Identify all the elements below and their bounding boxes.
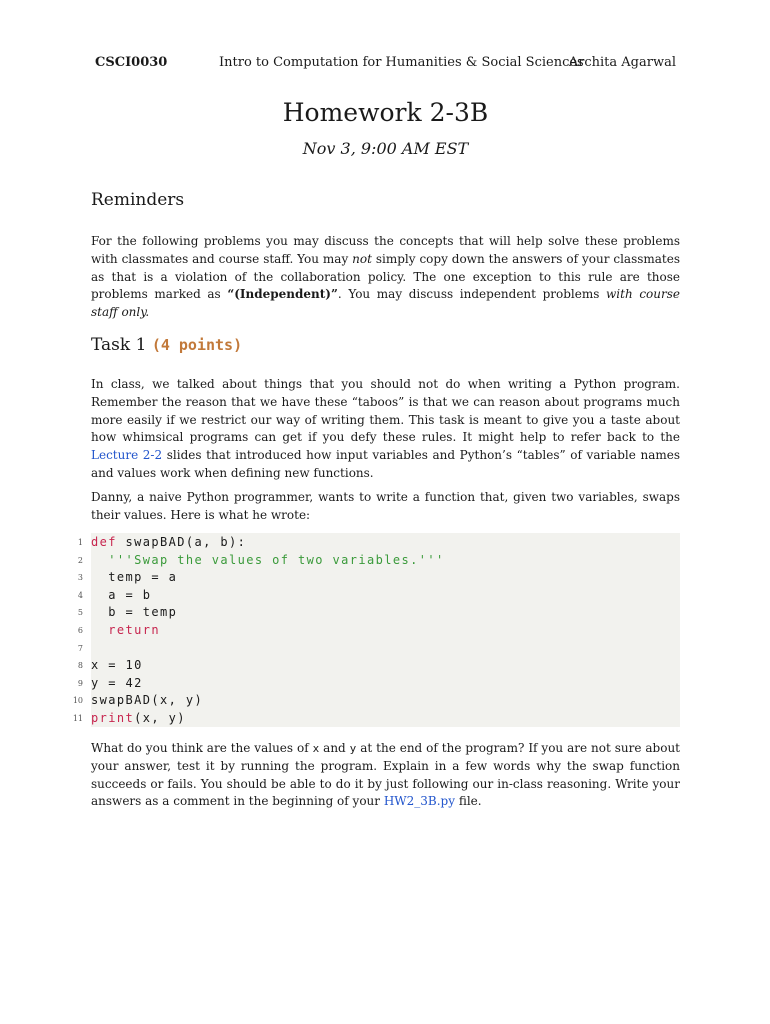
code-indent	[91, 623, 108, 637]
variable-y: y	[349, 742, 357, 755]
emphasis-staff: with course staff only.	[91, 287, 680, 320]
code-text: a = b	[91, 587, 152, 602]
code-line	[72, 692, 680, 710]
code-line	[77, 569, 680, 587]
code-text: x = 10	[91, 658, 143, 673]
lecture-link[interactable]: Lecture 2-2	[91, 448, 163, 463]
task-text: at the end of the program? If you are not sure about your answer, test it by running the program. Explain in a few words why the swap function succeeds or fails. You should be able to do it by just following our in-class reasoning. Write your answers as a comment in the beginning of your	[91, 741, 680, 809]
code-line	[77, 657, 680, 675]
course-title: Intro to Computation for Humanities & Social Sciences	[219, 55, 584, 70]
reminders-paragraph	[91, 233, 680, 322]
code-line	[77, 552, 680, 570]
document-title: Homework 2-3B	[282, 98, 489, 127]
task-text: file.	[455, 794, 482, 809]
due-date: Nov 3, 9:00 AM EST	[302, 139, 469, 158]
task-text: slides that introduced how input variables and Python’s “tables” of variable names and values work when defining new functions.	[91, 448, 680, 480]
author-name: Archita Agarwal	[568, 55, 676, 70]
code-line	[77, 640, 680, 658]
reminders-heading: Reminders	[91, 190, 185, 210]
line-number: 8	[77, 661, 83, 671]
task-1-points: (4 points)	[151, 336, 243, 354]
code-text: swapBAD(x, y)	[91, 693, 204, 708]
reminders-text: . You may discuss independent problems	[337, 287, 607, 302]
code-keyword: def	[91, 535, 117, 549]
task-1-setup-paragraph: Danny, a naive Python programmer, wants to write a function that, given two variables, swaps their values. Here is what he wrote:	[91, 490, 680, 522]
code-line	[77, 675, 680, 693]
line-number: 2	[77, 555, 83, 565]
line-number: 9	[77, 678, 83, 688]
variable-x: x	[312, 742, 320, 755]
code-listing	[72, 533, 680, 727]
task-1-heading	[91, 335, 242, 355]
code-line	[77, 534, 680, 552]
task-text: What do you think are the values of	[91, 741, 313, 755]
line-number: 3	[77, 573, 83, 583]
line-number: 6	[77, 626, 83, 635]
code-text: b = temp	[91, 605, 178, 620]
independent-label: “(Independent)”	[227, 287, 338, 302]
line-number: 11	[72, 714, 83, 723]
task-1-intro-paragraph	[91, 376, 680, 483]
reminders-text: simply copy down the answers of your classmates as that is a violation of the collaboration policy. The one exception to this rule are those problems marked as	[91, 251, 680, 302]
line-number: 10	[72, 696, 83, 706]
task-1-question-paragraph	[91, 740, 680, 811]
file-link[interactable]: HW2_3B.py	[383, 794, 455, 809]
line-number: 4	[77, 590, 83, 600]
code-line	[77, 587, 680, 605]
emphasis-not: not	[352, 251, 372, 266]
line-number: 7	[77, 643, 83, 653]
code-docstring: '''Swap the values of two variables.'''	[108, 552, 445, 567]
code-line	[77, 604, 680, 622]
code-text: (x, y)	[134, 711, 186, 725]
code-text: temp = a	[91, 570, 178, 585]
task-1-title: Task 1	[91, 335, 147, 355]
code-line	[77, 622, 680, 640]
code-indent	[91, 553, 108, 567]
page-header	[91, 55, 680, 73]
code-keyword: print	[91, 711, 135, 725]
code-text: swapBAD(a, b):	[116, 535, 247, 549]
task-text: In class, we talked about things that you should not do when writing a Python program. Remember the reason that we have these “taboos” is that we can reason about programs much more easily if we restrict our way of writing them. This task is meant to give you a taste about how whimsical programs can get if you defy these rules. It might help to refer back to the	[91, 377, 680, 445]
reminders-text: For the following problems you may discuss the concepts that will help solve these problems with classmates and course staff. You may	[91, 234, 680, 266]
task-text: and	[319, 741, 350, 755]
line-number: 5	[77, 608, 83, 618]
line-number: 1	[77, 538, 83, 547]
code-line	[72, 710, 680, 728]
code-text: y = 42	[91, 675, 143, 690]
course-code: CSCI0030	[95, 55, 168, 70]
code-keyword: return	[108, 623, 160, 637]
